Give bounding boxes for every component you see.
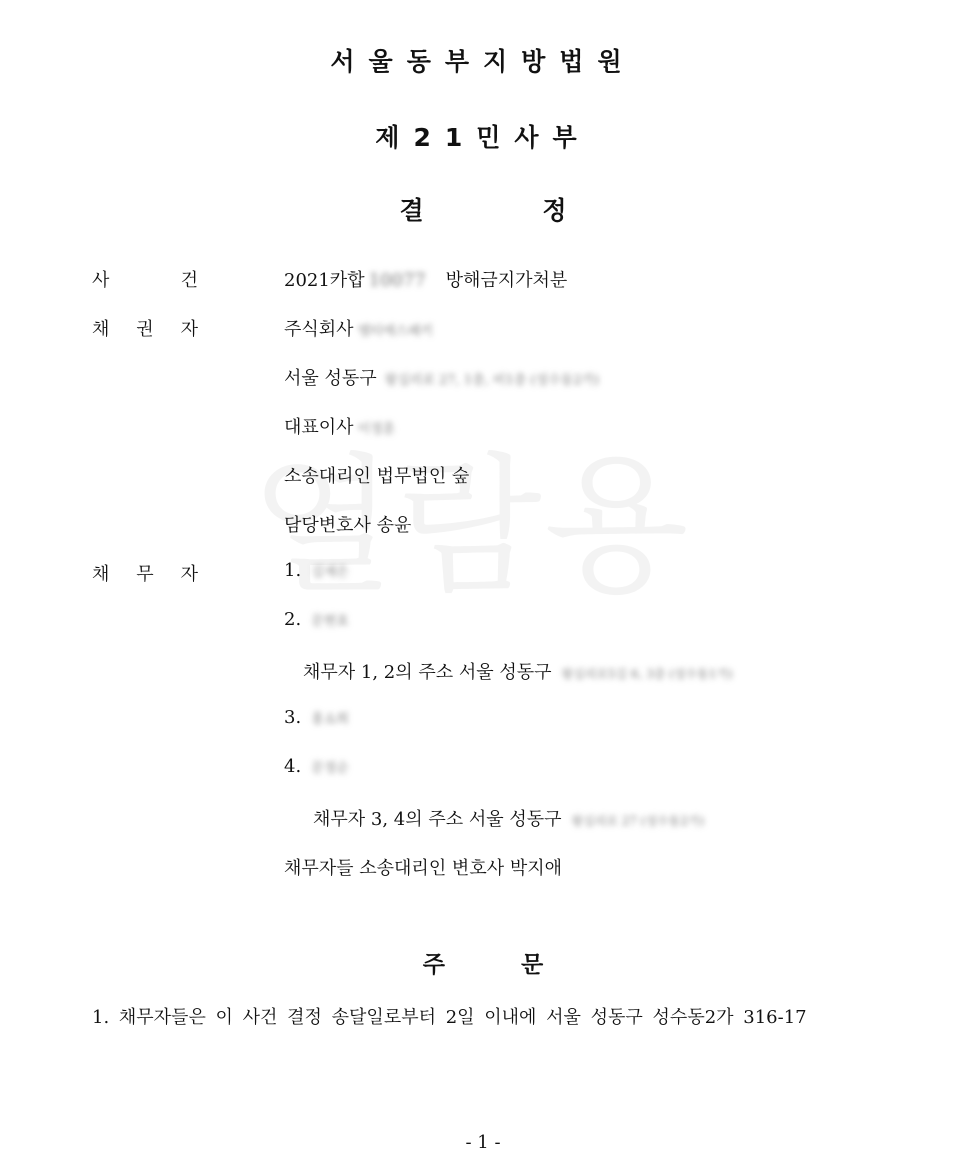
- creditor-lawyer: 담당변호사 송윤: [284, 515, 412, 536]
- creditor-address-prefix: 서울 성동구: [284, 368, 377, 389]
- creditor-address: [284, 364, 599, 390]
- order-paragraph-1: 1. 채무자들은 이 사건 결정 송달일로부터 2일 이내에 서울 성동구 성수동2가 316-17: [92, 1007, 807, 1028]
- debtor-3-4-address: [313, 805, 704, 831]
- redacted-representative-name: 이정훈: [357, 422, 396, 437]
- creditor-label: [92, 315, 198, 341]
- case-label: [92, 266, 198, 292]
- representative-prefix: 대표이사: [284, 417, 354, 438]
- debtor-1-2-address-prefix: 채무자 1, 2의 주소 서울 성동구: [303, 662, 552, 683]
- order-title: 주 문: [422, 952, 544, 978]
- creditor-label-char: 권: [136, 319, 154, 340]
- debtor-counsel: 채무자들 소송대리인 변호사 박지애: [284, 858, 562, 879]
- debtor-3: [284, 707, 349, 728]
- debtor-2: [284, 609, 349, 630]
- debtor-3-number: 3.: [284, 707, 302, 728]
- creditor-label-char: 자: [180, 319, 198, 340]
- division-name: 제21민사부: [375, 123, 591, 152]
- court-name: 서울동부지방법원: [330, 47, 636, 76]
- debtor-label-char: 무: [136, 564, 154, 585]
- debtor-3-4-address-prefix: 채무자 3, 4의 주소 서울 성동구: [313, 809, 562, 830]
- creditor-counsel: 소송대리인 법무법인 숲: [284, 466, 470, 487]
- creditor-company-prefix: 주식회사: [284, 319, 354, 340]
- redacted-debtor-1-name: 김재은: [311, 565, 349, 580]
- creditor-label-char: 채: [92, 319, 110, 340]
- case-label-char: 사: [92, 270, 110, 291]
- debtor-4: [284, 756, 349, 777]
- creditor-company: [284, 315, 433, 341]
- debtor-label: [92, 560, 198, 586]
- creditor-representative: [284, 413, 395, 439]
- debtor-label-char: 자: [180, 564, 198, 585]
- debtor-1-number: 1.: [284, 560, 302, 581]
- redacted-debtor-3-4-address: 왕십리로 27 (성수동2가): [571, 814, 705, 828]
- redacted-case-number: 10077: [368, 270, 426, 291]
- document-title: 결 정: [399, 196, 567, 225]
- case-name: 방해금지가처분: [445, 270, 568, 291]
- redacted-company-name: 엠티에스패키: [357, 324, 433, 339]
- debtor-label-char: 채: [92, 564, 110, 585]
- redacted-creditor-address: 왕십리로 27, 1층, 비1층 (성수동2가): [384, 373, 600, 388]
- case-number-prefix: 2021카합: [284, 270, 365, 291]
- redacted-debtor-4-name: 문정순: [311, 761, 349, 776]
- redacted-debtor-2-name: 문현효: [311, 614, 349, 629]
- debtor-1-2-address: [303, 658, 733, 684]
- redacted-debtor-1-2-address: 왕십리로5길 6, 3층 (성수동1가): [561, 667, 733, 681]
- debtor-2-number: 2.: [284, 609, 302, 630]
- case-number: [284, 266, 567, 292]
- page-number: - 1 -: [465, 1132, 501, 1153]
- debtor-4-number: 4.: [284, 756, 302, 777]
- debtor-1: [284, 560, 349, 581]
- redacted-debtor-3-name: 홍소희: [311, 712, 349, 727]
- case-label-char: 건: [180, 270, 198, 291]
